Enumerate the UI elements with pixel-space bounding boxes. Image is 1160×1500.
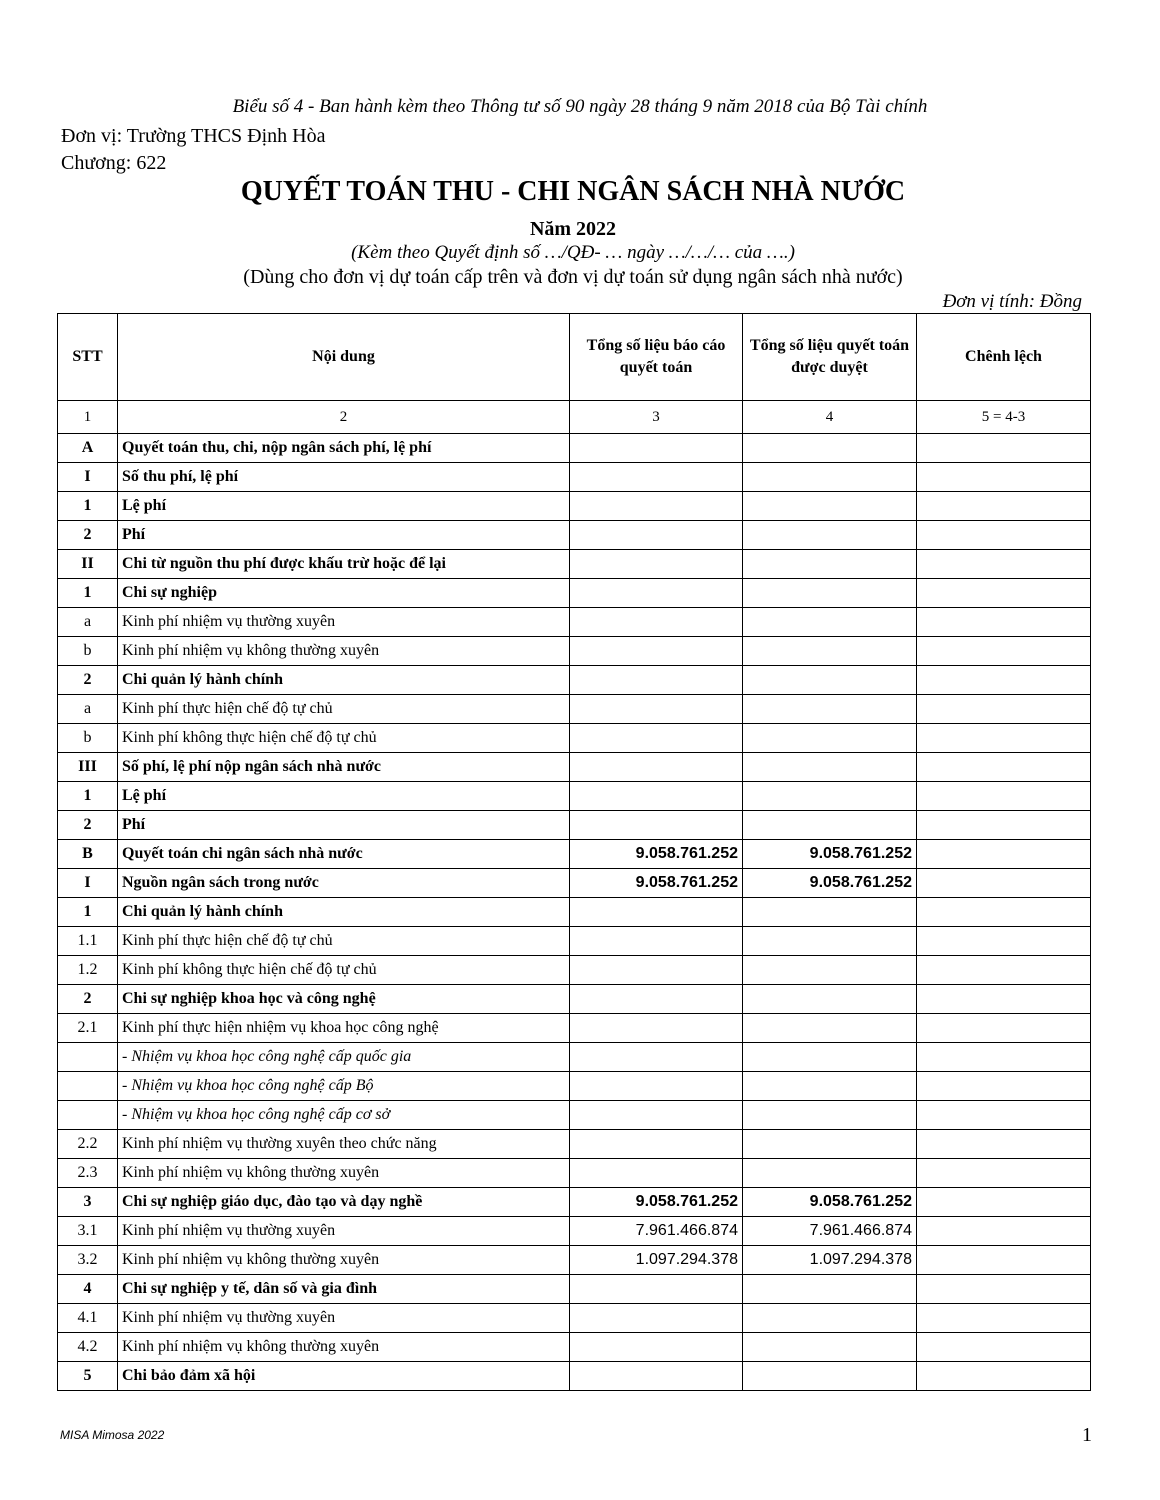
table-row [58,1188,1091,1217]
header-reported: Tổng số liệu báo cáo quyết toán [570,314,743,401]
unit-name: Đơn vị: Trường THCS Định Hòa [61,125,326,147]
row-reported-value [570,1101,743,1130]
row-content: Kinh phí nhiệm vụ thường xuyên [118,1304,570,1333]
row-reported-value [570,637,743,666]
row-difference-value [917,1014,1091,1043]
table-row [58,898,1091,927]
row-reported-value [570,956,743,985]
row-content: Phí [118,521,570,550]
table-row [58,1333,1091,1362]
row-difference-value [917,579,1091,608]
row-stt: B [58,840,118,869]
row-content: Chi quản lý hành chính [118,898,570,927]
row-stt: 2 [58,811,118,840]
table-row [58,550,1091,579]
table-row [58,1362,1091,1391]
table-row [58,695,1091,724]
column-number: 4 [743,401,917,434]
row-reported-value [570,1304,743,1333]
row-approved-value [743,782,917,811]
row-reported-value: 9.058.761.252 [570,1188,743,1217]
row-content: Chi sự nghiệp giáo dục, đào tạo và dạy nghề [118,1188,570,1217]
row-difference-value [917,1362,1091,1391]
table-row [58,1014,1091,1043]
row-approved-value [743,608,917,637]
row-difference-value [917,463,1091,492]
row-approved-value [743,463,917,492]
row-difference-value [917,1043,1091,1072]
table-row [58,1217,1091,1246]
table-row [58,1304,1091,1333]
table-row [58,1101,1091,1130]
row-reported-value [570,985,743,1014]
row-difference-value [917,1188,1091,1217]
row-content: Kinh phí không thực hiện chế độ tự chủ [118,724,570,753]
column-number: 2 [118,401,570,434]
row-approved-value [743,985,917,1014]
table-row [58,579,1091,608]
row-difference-value [917,811,1091,840]
table-row [58,724,1091,753]
row-reported-value [570,550,743,579]
row-approved-value [743,521,917,550]
row-content: Kinh phí thực hiện nhiệm vụ khoa học công nghệ [118,1014,570,1043]
table-row [58,811,1091,840]
row-difference-value [917,434,1091,463]
row-reported-value [570,608,743,637]
row-stt [58,1043,118,1072]
row-approved-value [743,898,917,927]
row-reported-value [570,579,743,608]
row-reported-value [570,1072,743,1101]
row-reported-value [570,695,743,724]
header-stt: STT [58,314,118,401]
row-content: Chi sự nghiệp khoa học và công nghệ [118,985,570,1014]
row-difference-value [917,1333,1091,1362]
row-stt: 2.3 [58,1159,118,1188]
table-row [58,521,1091,550]
row-content: Lệ phí [118,782,570,811]
row-reported-value [570,492,743,521]
row-stt: b [58,637,118,666]
row-content: - Nhiệm vụ khoa học công nghệ cấp cơ sở [118,1101,570,1130]
row-approved-value [743,811,917,840]
row-stt: a [58,608,118,637]
row-approved-value [743,550,917,579]
table-row [58,956,1091,985]
row-reported-value [570,753,743,782]
row-content: Chi từ nguồn thu phí được khấu trừ hoặc để lại [118,550,570,579]
row-difference-value [917,840,1091,869]
row-stt: 3 [58,1188,118,1217]
row-difference-value [917,1304,1091,1333]
unit-of-measure: Đơn vị tính: Đồng [942,291,1082,312]
table-row [58,463,1091,492]
settlement-table [57,313,1091,1391]
row-difference-value [917,1246,1091,1275]
row-approved-value [743,637,917,666]
row-content: Kinh phí không thực hiện chế độ tự chủ [118,956,570,985]
table-row [58,1043,1091,1072]
row-stt: 1 [58,898,118,927]
row-stt: 4.1 [58,1304,118,1333]
row-stt: I [58,463,118,492]
table-row [58,782,1091,811]
row-difference-value [917,1159,1091,1188]
row-reported-value: 9.058.761.252 [570,840,743,869]
row-approved-value: 7.961.466.874 [743,1217,917,1246]
header-approved: Tổng số liệu quyết toán được duyệt [743,314,917,401]
table-row [58,753,1091,782]
row-stt: 3.1 [58,1217,118,1246]
row-stt: II [58,550,118,579]
row-stt: 4.2 [58,1333,118,1362]
row-content: - Nhiệm vụ khoa học công nghệ cấp Bộ [118,1072,570,1101]
row-content: Chi quản lý hành chính [118,666,570,695]
table-row [58,927,1091,956]
row-content: Chi bảo đảm xã hội [118,1362,570,1391]
row-reported-value [570,1362,743,1391]
row-difference-value [917,1072,1091,1101]
row-approved-value [743,1130,917,1159]
table-row [58,1072,1091,1101]
usage-note: (Dùng cho đơn vị dự toán cấp trên và đơn vị dự toán sử dụng ngân sách nhà nước) [243,266,903,288]
table-row [58,492,1091,521]
row-approved-value [743,666,917,695]
row-difference-value [917,637,1091,666]
row-approved-value [743,1101,917,1130]
row-stt: 3.2 [58,1246,118,1275]
row-reported-value [570,1014,743,1043]
column-number: 3 [570,401,743,434]
form-note: Biểu số 4 - Ban hành kèm theo Thông tư số 90 ngày 28 tháng 9 năm 2018 của Bộ Tài chính [232,96,928,117]
row-approved-value [743,1159,917,1188]
page-number: 1 [1082,1424,1092,1446]
row-difference-value [917,753,1091,782]
row-difference-value [917,1130,1091,1159]
table-row [58,869,1091,898]
row-reported-value [570,1130,743,1159]
row-approved-value: 9.058.761.252 [743,1188,917,1217]
table-row [58,1130,1091,1159]
row-approved-value [743,1072,917,1101]
row-stt: 1 [58,579,118,608]
row-approved-value: 1.097.294.378 [743,1246,917,1275]
row-stt: 1 [58,492,118,521]
row-reported-value [570,463,743,492]
document-year: Năm 2022 [529,218,617,240]
footer-app-name: MISA Mimosa 2022 [60,1428,165,1442]
row-stt: III [58,753,118,782]
row-approved-value [743,1333,917,1362]
row-reported-value [570,434,743,463]
row-reported-value [570,811,743,840]
row-content: Nguồn ngân sách trong nước [118,869,570,898]
row-content: Kinh phí nhiệm vụ thường xuyên [118,1217,570,1246]
row-content: Kinh phí nhiệm vụ thường xuyên [118,608,570,637]
table-row [58,666,1091,695]
row-approved-value [743,956,917,985]
row-stt: a [58,695,118,724]
row-content: Số phí, lệ phí nộp ngân sách nhà nước [118,753,570,782]
row-content: Kinh phí nhiệm vụ không thường xuyên [118,1159,570,1188]
row-reported-value [570,1275,743,1304]
row-stt: 2 [58,666,118,695]
row-content: Kinh phí nhiệm vụ không thường xuyên [118,1246,570,1275]
header-difference: Chênh lệch [917,314,1091,401]
row-approved-value [743,724,917,753]
row-content: Kinh phí thực hiện chế độ tự chủ [118,695,570,724]
column-number: 1 [58,401,118,434]
row-approved-value [743,434,917,463]
row-difference-value [917,898,1091,927]
row-difference-value [917,1217,1091,1246]
row-approved-value [743,927,917,956]
row-reported-value [570,724,743,753]
attachment-note: (Kèm theo Quyết định số …/QĐ- … ngày …/…/… của ….) [351,242,795,263]
chapter-code: Chương: 622 [61,152,167,174]
row-reported-value [570,782,743,811]
table-row [58,1246,1091,1275]
row-reported-value [570,1043,743,1072]
row-difference-value [917,492,1091,521]
row-stt: I [58,869,118,898]
row-reported-value [570,927,743,956]
row-difference-value [917,666,1091,695]
table-row [58,840,1091,869]
row-approved-value: 9.058.761.252 [743,869,917,898]
row-approved-value [743,1362,917,1391]
row-reported-value [570,898,743,927]
row-difference-value [917,927,1091,956]
row-stt: 2.2 [58,1130,118,1159]
row-difference-value [917,869,1091,898]
row-content: - Nhiệm vụ khoa học công nghệ cấp quốc gia [118,1043,570,1072]
row-reported-value [570,666,743,695]
row-approved-value [743,492,917,521]
row-content: Kinh phí nhiệm vụ không thường xuyên [118,1333,570,1362]
row-stt: 5 [58,1362,118,1391]
row-difference-value [917,956,1091,985]
column-number-row [58,401,1091,434]
table-row [58,1159,1091,1188]
row-content: Kinh phí thực hiện chế độ tự chủ [118,927,570,956]
row-approved-value [743,753,917,782]
row-difference-value [917,550,1091,579]
table-row [58,637,1091,666]
row-approved-value [743,1043,917,1072]
row-approved-value [743,1275,917,1304]
row-stt: b [58,724,118,753]
column-number: 5 = 4-3 [917,401,1091,434]
row-reported-value [570,1333,743,1362]
row-content: Số thu phí, lệ phí [118,463,570,492]
table-row [58,434,1091,463]
row-stt: 2 [58,521,118,550]
document-title: QUYẾT TOÁN THU - CHI NGÂN SÁCH NHÀ NƯỚC [240,176,906,207]
row-stt: 1.1 [58,927,118,956]
row-content: Chi sự nghiệp [118,579,570,608]
row-content: Quyết toán thu, chi, nộp ngân sách phí, lệ phí [118,434,570,463]
row-approved-value [743,695,917,724]
row-reported-value: 9.058.761.252 [570,869,743,898]
row-difference-value [917,695,1091,724]
row-difference-value [917,782,1091,811]
row-content: Lệ phí [118,492,570,521]
table-row [58,985,1091,1014]
row-content: Kinh phí nhiệm vụ không thường xuyên [118,637,570,666]
row-reported-value [570,521,743,550]
table-row [58,608,1091,637]
row-stt: 2 [58,985,118,1014]
row-approved-value [743,1014,917,1043]
row-stt [58,1072,118,1101]
row-stt: 1.2 [58,956,118,985]
row-content: Chi sự nghiệp y tế, dân số và gia đình [118,1275,570,1304]
row-stt: A [58,434,118,463]
row-difference-value [917,985,1091,1014]
header-content: Nội dung [118,314,570,401]
row-reported-value [570,1159,743,1188]
row-content: Kinh phí nhiệm vụ thường xuyên theo chức năng [118,1130,570,1159]
row-difference-value [917,724,1091,753]
row-difference-value [917,608,1091,637]
row-reported-value: 7.961.466.874 [570,1217,743,1246]
row-approved-value: 9.058.761.252 [743,840,917,869]
table-row [58,1275,1091,1304]
row-content: Quyết toán chi ngân sách nhà nước [118,840,570,869]
row-difference-value [917,1101,1091,1130]
row-approved-value [743,1304,917,1333]
row-difference-value [917,521,1091,550]
row-reported-value: 1.097.294.378 [570,1246,743,1275]
row-stt [58,1101,118,1130]
row-difference-value [917,1275,1091,1304]
row-stt: 4 [58,1275,118,1304]
row-stt: 1 [58,782,118,811]
row-approved-value [743,579,917,608]
row-stt: 2.1 [58,1014,118,1043]
table-header-row [58,314,1091,401]
row-content: Phí [118,811,570,840]
